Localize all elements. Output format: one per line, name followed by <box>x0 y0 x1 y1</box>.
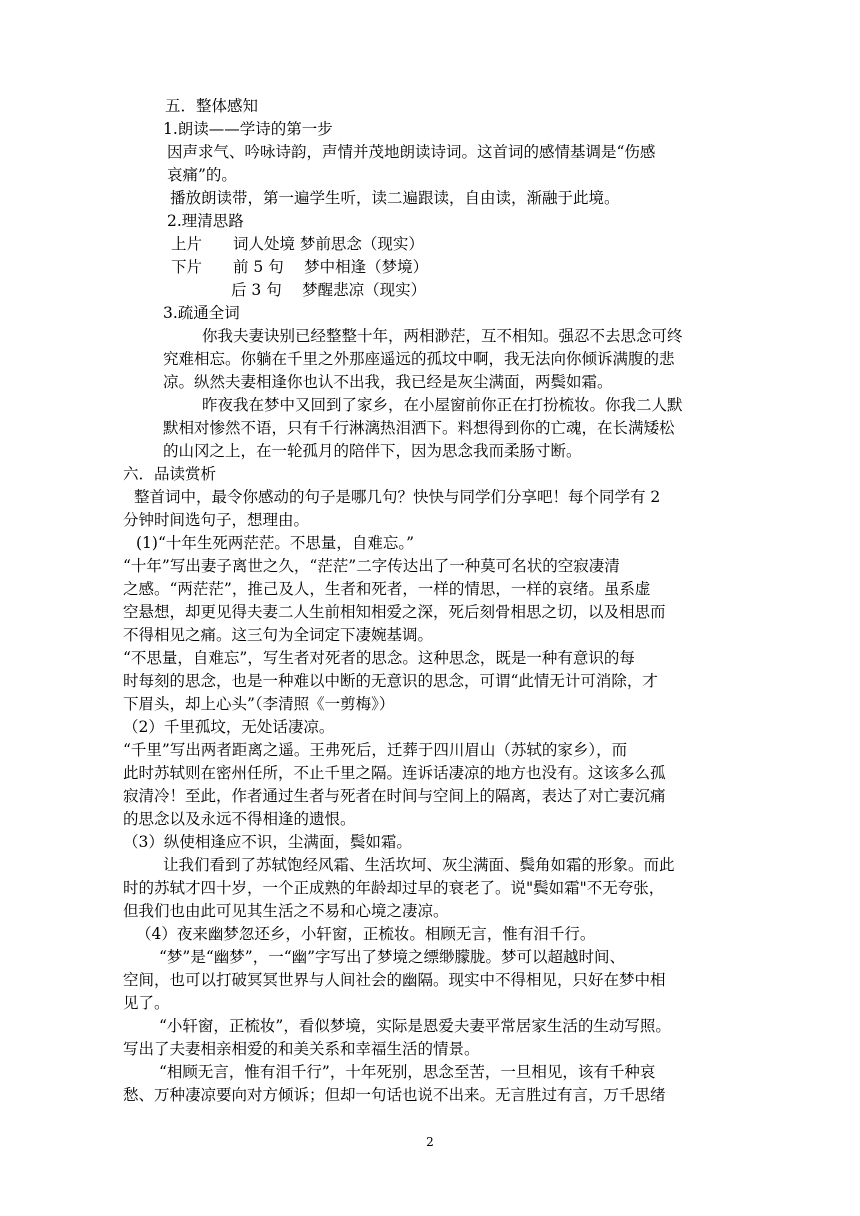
text-line: 整首词中，最令你感动的句子是哪几句？快快与同学们分享吧！每个同学有 2 <box>134 488 661 506</box>
text-line: （3）纵使相逢应不识，尘满面，鬓如霜。 <box>123 833 412 851</box>
text-line: 哀痛”的。 <box>167 166 237 184</box>
text-line: “十年”写出妻子离世之久，“茫茫”二字传达出了一种莫可名状的空寂凄清 <box>123 557 620 575</box>
text-line: 下片 前 5 句 梦中相逢（梦境） <box>171 258 429 276</box>
text-line: 但我们也由此可见其生活之不易和心境之凄凉。 <box>123 902 449 920</box>
text-line: 见了。 <box>123 994 170 1012</box>
text-line: 的思念以及永远不得相逢的遗恨。 <box>123 810 356 828</box>
text-line: “相顾无言，惟有泪千行”，十年死别，思念至苦，一旦相见，该有千种哀 <box>159 1063 656 1081</box>
text-line: （2）千里孤坟，无处话凄凉。 <box>123 718 335 736</box>
text-line: 此时苏轼则在密州任所，不止千里之隔。连诉话凄凉的地方也没有。这该多么孤 <box>123 764 666 782</box>
text-line: 不得相见之痛。这三句为全词定下凄婉基调。 <box>123 626 434 644</box>
text-line: 五．整体感知 <box>165 97 259 115</box>
text-line: 3.疏通全词 <box>163 304 240 322</box>
text-line: 因声求气、吟咏诗韵，声情并茂地朗读诗词。这首词的感情基调是“伤感 <box>167 143 656 161</box>
text-line: 空悬想，却更见得夫妻二人生前相知相爱之深，死后刻骨相思之切，以及相思而 <box>123 603 666 621</box>
text-line: “不思量，自难忘”，写生者对死者的思念。这种思念，既是一种有意识的每 <box>123 649 635 667</box>
text-line: 让我们看到了苏轼饱经风霜、生活坎坷、灰尘满面、鬓角如霜的形象。而此 <box>163 856 675 874</box>
text-line: 下眉头，却上心头”（李清照《一剪梅》） <box>123 695 395 713</box>
text-line: 时的苏轼才四十岁，一个正成熟的年龄却过早的衰老了。说"鬓如霜"不无夸张， <box>123 879 665 897</box>
text-line: 写出了夫妻相亲相爱的和美关系和幸福生活的情景。 <box>123 1040 480 1058</box>
text-line: 上片 词人处境 梦前思念（现实） <box>171 235 424 253</box>
text-line: 后 3 句 梦醒悲凉（现实） <box>231 281 427 299</box>
text-line: 播放朗读带，第一遍学生听，读二遍跟读，自由读，渐融于此境。 <box>170 189 620 207</box>
text-line: 昨夜我在梦中又回到了家乡，在小屋窗前你正在打扮梳妆。你我二人默 <box>202 396 683 414</box>
text-line: 之感。“两茫茫”，推己及人，生者和死者，一样的情思，一样的哀绪。虽系虚 <box>123 580 651 598</box>
text-line: 分钟时间选句子，想理由。 <box>123 511 310 529</box>
text-line: 空间，也可以打破冥冥世界与人间社会的幽隔。现实中不得相见，只好在梦中相 <box>123 971 666 989</box>
text-line: (1)“十年生死两茫茫。不思量，自难忘。” <box>136 534 415 552</box>
text-line: 默相对惨然不语，只有千行淋漓热泪洒下。料想得到你的亡魂，在长满矮松 <box>163 419 675 437</box>
text-line: “小轩窗，正梳妆”，看似梦境，实际是恩爱夫妻平常居家生活的生动写照。 <box>159 1017 671 1035</box>
text-line: （4）夜来幽梦忽还乡，小轩窗，正梳妆。相顾无言，惟有泪千行。 <box>136 925 596 943</box>
text-line: 的山冈之上，在一轮孤月的陪伴下，因为思念我而柔肠寸断。 <box>163 442 582 460</box>
text-line: 愁、万种凄凉要向对方倾诉；但却一句话也说不出来。无言胜过有言，万千思绪 <box>123 1086 666 1104</box>
text-line: 六．品读赏析 <box>123 465 217 483</box>
text-line: 2.理清思路 <box>167 212 244 230</box>
text-line: “梦”是“幽梦”，一“幽”字写出了梦境之缥缈朦胧。梦可以超越时间、 <box>159 948 626 966</box>
text-line: 时每刻的思念，也是一种难以中断的无意识的思念，可谓“此情无计可消除，才 <box>123 672 658 690</box>
text-line: 究难相忘。你躺在千里之外那座遥远的孤坟中啊，我无法向你倾诉满腹的悲 <box>163 350 675 368</box>
text-line: 凉。纵然夫妻相逢你也认不出我，我已经是灰尘满面，两鬓如霜。 <box>163 373 613 391</box>
text-line: 你我夫妻诀别已经整整十年，两相渺茫，互不相知。强忍不去思念可终 <box>202 327 683 345</box>
page-number: 2 <box>426 1135 434 1149</box>
text-line: “千里”写出两者距离之遥。王弗死后，迁葬于四川眉山（苏轼的家乡），而 <box>123 741 628 759</box>
text-line: 寂清冷！至此，作者通过生者与死者在时间与空间上的隔离，表达了对亡妻沉痛 <box>123 787 666 805</box>
text-line: 1.朗读——学诗的第一步 <box>163 120 333 138</box>
